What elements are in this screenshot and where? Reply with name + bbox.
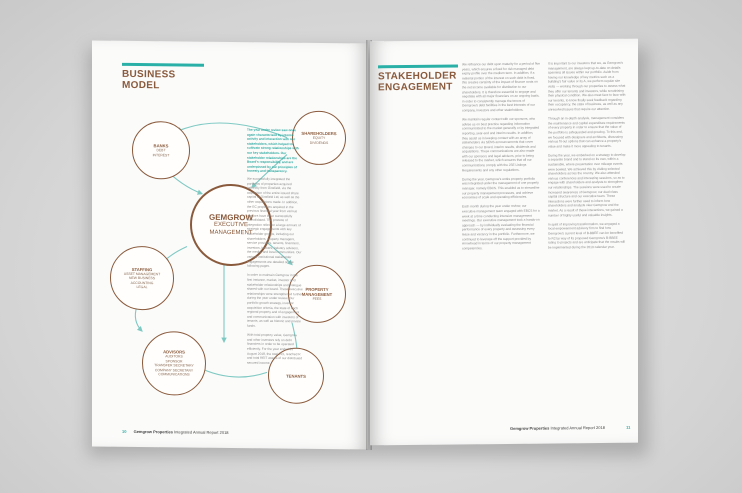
staffing-bubble — [110, 246, 174, 311]
property-title: PROPERTY MANAGEMENT — [301, 286, 333, 297]
property-line1: FEES — [312, 296, 322, 301]
staffing-line3: ACCOUNTING — [130, 280, 154, 285]
heading-line-2-right: ENGAGEMENT — [378, 81, 453, 94]
advisors-line5: COMMUNICATIONS — [158, 372, 190, 377]
shareholders-line2: DIVIDENDS — [309, 140, 329, 145]
center-title: GEMGROW — [209, 212, 253, 223]
staffing-line4: LEGAL — [136, 284, 148, 290]
stakeholder-engagement-heading — [378, 70, 457, 93]
heading-accent-bar-right — [378, 64, 458, 68]
staffing-line1: ASSET MANAGEMENT — [123, 271, 161, 276]
left-page-number: 10 — [122, 428, 127, 434]
left-footer-text: Integrated Annual Report 2018 — [174, 429, 229, 435]
center-line2: MANAGEMENT — [209, 229, 253, 236]
center-line1: EXECUTIVE — [213, 221, 248, 229]
right-column-1: We refinance our debt upon maturity for a period of five years, which ensures a fixed for risk managed debt expiry profile over the medium term. In addition, if a material portion of the interest on such debt is fixed, this creates certainty of the impact of finance costs on the net income available for distribution to our shareholders. It is therefore essential to engage and negotiate with all major financiers on an ongoing basis, in order to consistently manage the tenors of Gemgrow's debt facilities in the best interests of our company, investors and other stakeholders. We maintain regular contact with our sponsors, who advise us on best practice regarding information communicated to the market generally or by integrated reporting, year-end and interim results. In addition, they assist us in keeping contact with an array of stakeholders via SENS announcements that cover changes to our Board, interim results, dividends and acquisitions. These communications are also made with our sponsors and legal advisors, prior to being released to the market, which ensures that all our communications comply with the JSE Listings Requirements and any other regulations. During the year, Gemgrow's entire property portfolio was integrated under the management of one property manager, namely EBCS. This enabled us to streamline our property management processes, and achieve economies of scale and operating efficiencies. Each month during the year under review, our executive management team engaged with EBCS for a week at a time conducting intensive management meetings. Our executive management took a hands-on approach — by individually evaluating the financial performance of every property and assessing every lease and vacancy in the portfolio. Furthermore, we continued to leverage off the support provided by Arrowhead in terms of our property management competencies. — [462, 61, 540, 251]
right-column-2: It is important to our investors that we, as Gemgrow's management, are always kept up-to-date on details spanning all issues within our portfolio. Aside from having our knowledge of key metrics such as a building's fair value or its A, we perform regular site visits — working through our properties to assess what they offer our tenants and investors, while scrutinising their physical condition. We also meet face to face with our tenants, to know finally seek feedback regarding their occupancy, the state of business, as well as any unresolved issues that require our attention. Through an in-depth analysis, management considers the maintenance and capital expenditure requirements of every property in order to ensure that the value of the portfolio is safeguarded and growing. To this end, we focused with designers and architects, discussing various fit-out options that can enhance a property's value and make it more appealing to tenants. During the year, we embarked on a strategy to develop a separate brand and to stand on its own, within a sustainable, where presentation over mileage events were bowled. We achieved this by visiting selected shareholders across the country. We also attended various conferences and interesting sessions, so as to engage with shareholders and analysts to strengthen our relationships. The sessions were used to create increased awareness of Gemgrow, our dual-class capital structure and our executive team. These interactions were further used to inform how shareholders and analysts view Gemgrow and the market. As a result of these interactions, we gained a number of highly useful and valuable insights. In spirit of improving transformation, we engaged a local empowerment advisory firm to find how Gemgrow's current level of B-BBEE can be benefited to R2 by way of its proposed Gemgrow's B-BBEE rating to projects and are anticipate that the results will be implemented during the 2019 calendar year. — [548, 60, 626, 250]
staffing-line2: NEW BUSINESS — [129, 276, 155, 281]
heading-line-2: MODEL — [122, 79, 160, 92]
right-page-number: 11 — [626, 424, 631, 430]
advisors-line2: SPONSOR — [165, 359, 183, 364]
advisors-bubble — [142, 331, 206, 396]
banks-line1: DEBT — [156, 148, 166, 153]
right-footer-text: Integrated Annual Report 2018 — [550, 424, 605, 431]
banks-line2: INTEREST — [152, 152, 170, 157]
staffing-title: STAFFING — [131, 266, 153, 272]
left-page — [92, 41, 368, 450]
shareholders-title: SHAREHOLDERS — [301, 130, 337, 137]
intro-highlight: The year under review saw once again characterised by intense activity and interaction with our stakeholders, which helped to cultivate strong relationships with our key stakeholders. Our stakeholder relationships are the Board's responsibility, and are underpinned by our principles of honesty and transparency. — [247, 127, 299, 174]
left-body-text: We successfully integrated the portfolios of properties acquired indirectly from Ginsfield, via the acquisition of the entire issued share capital of Ginsfield Ltd, as well as the other acquisitions made. In addition, the EC properties acquired in the previous financial year from various vendors have been successfully consolidated. The process of integration relied on a large amount of strategic engagements with key stakeholder groups, including our shareholders, property managers, service providers, tenants, financiers, investors, brokers, industry advisors, the media, and local communities. Our various institutional stakeholder engagements are detailed on the following pages. In order to maintain Gemgrow in the first instance, market, investor and stakeholder relationships and dialogue shared with our board. These executive relationships were strengthened further during the year under review. Our portfolio growth strategy, investor acquisition criteria, the state of each regional property and of engagement and communication with investors of tenants, as well as historic and private funds. With total property value, Gemgrow and other investors rely on debt financiers in order to be operated efficiently. For the year ended 31 August 2018, the total ECL reached R and total REIT assets of our distributed secured income. — [247, 176, 303, 365]
tenants-title: TENANTS — [286, 373, 306, 379]
banks-title: BANKS — [153, 143, 169, 149]
left-body-column — [247, 128, 303, 374]
advisors-line3: TRANSFER SECRETARY — [154, 363, 194, 368]
left-footer-brand: Gemgrow Properties — [133, 428, 173, 435]
heading-line-1: BUSINESS — [122, 68, 176, 81]
right-footer-brand: Gemgrow Properties — [510, 425, 550, 431]
advisors-line1: AUDITORS — [165, 354, 183, 359]
advisors-line4: COMPANY SECRETARY — [154, 367, 194, 373]
advisors-title: ADVISORS — [163, 349, 185, 356]
right-page — [370, 39, 638, 446]
shareholders-line1: EQUITY — [312, 135, 326, 141]
right-footer — [510, 425, 630, 431]
heading-line-1-right: STAKEHOLDER — [378, 70, 457, 83]
banks-bubble — [132, 121, 190, 180]
